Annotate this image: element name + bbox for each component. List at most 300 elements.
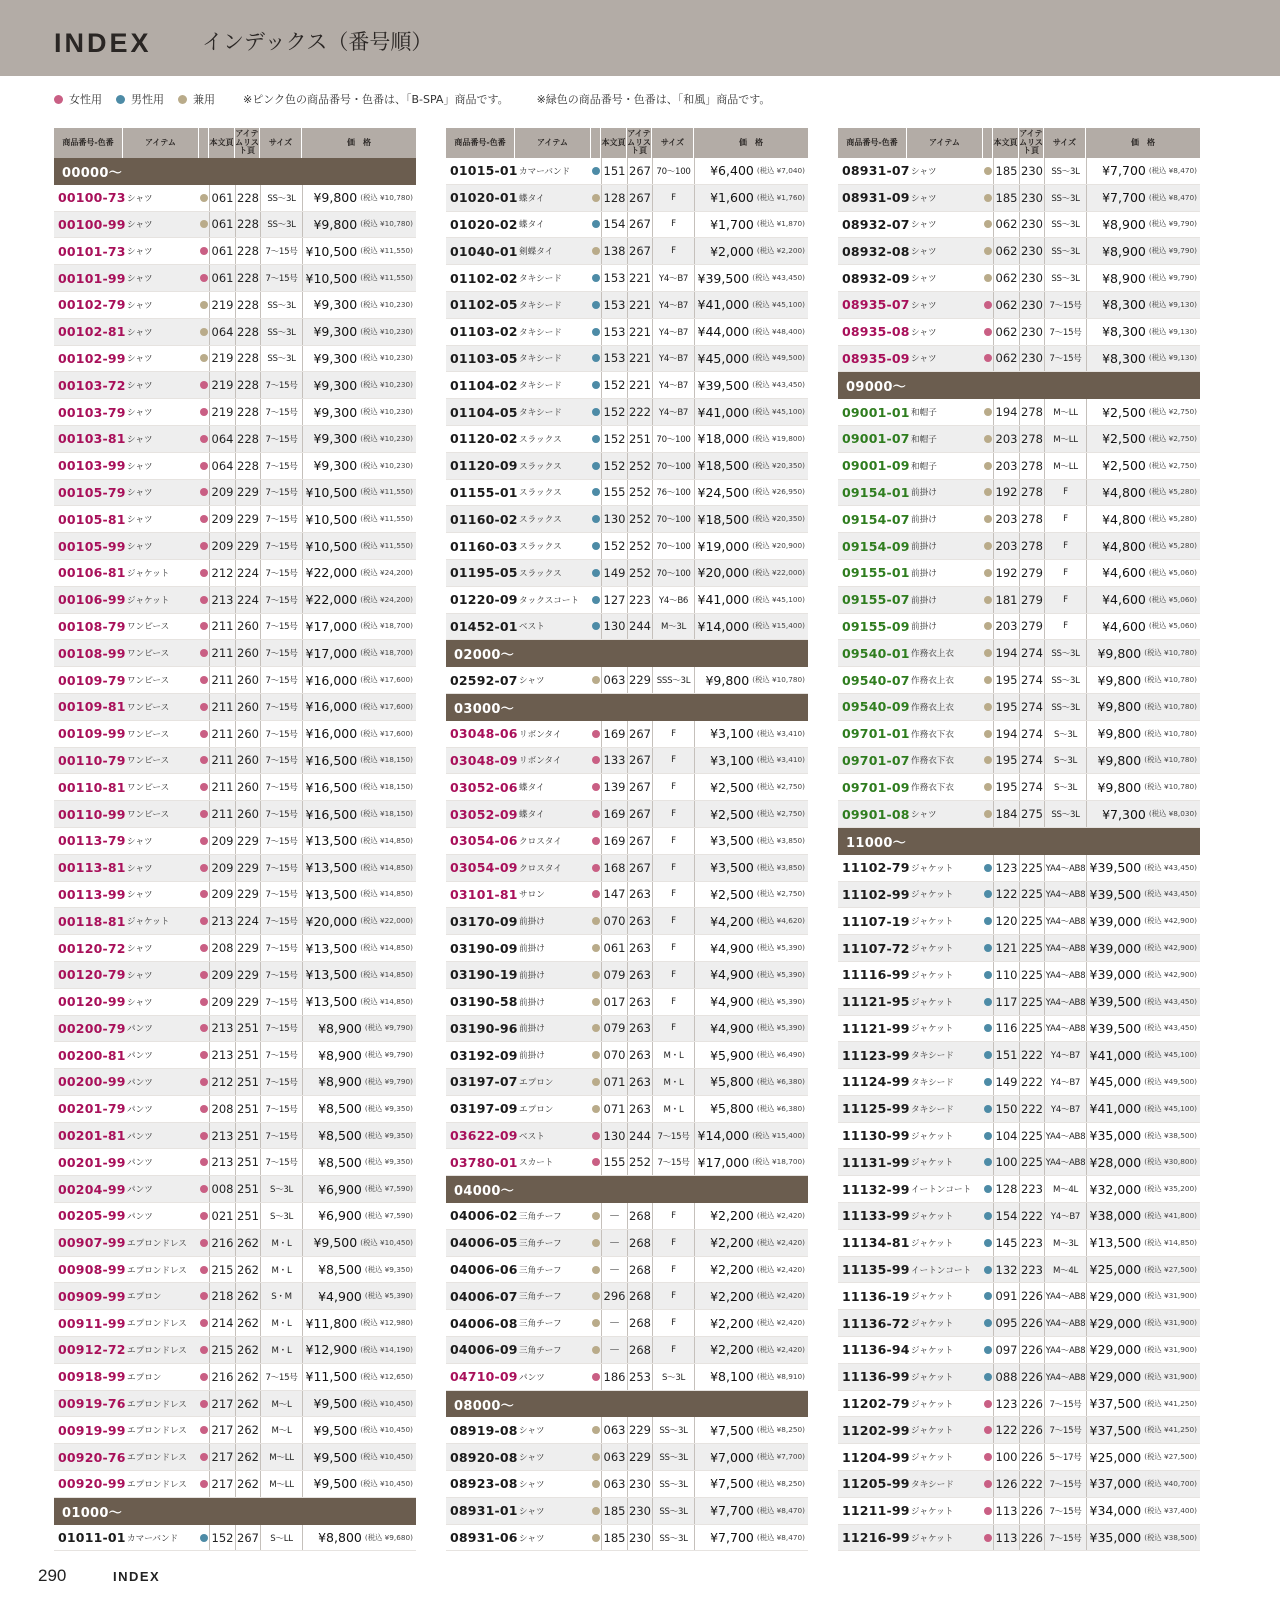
price-cell xyxy=(1086,774,1200,800)
header-dot xyxy=(591,128,601,158)
product-code: 08932-07 xyxy=(842,216,910,232)
product-code: 01220-09 xyxy=(450,592,518,608)
table-row xyxy=(54,1391,416,1418)
product-code: 11125-99 xyxy=(842,1101,910,1117)
price-with-tax: (税込 ¥27,500) xyxy=(1144,1264,1197,1274)
price-with-tax: (税込 ¥10,230) xyxy=(360,326,413,336)
page-main: 149 xyxy=(601,560,627,586)
page-main: 079 xyxy=(601,1016,627,1042)
price-with-tax: (税込 ¥9,790) xyxy=(364,1076,413,1086)
product-code: 01103-05 xyxy=(450,350,518,366)
target-cell xyxy=(983,346,993,372)
target-dot-icon xyxy=(592,944,600,952)
product-code: 00118-81 xyxy=(58,913,126,929)
price-with-tax: (税込 ¥3,850) xyxy=(756,835,805,845)
item-name: タキシード xyxy=(911,1051,954,1062)
page-list: 262 xyxy=(235,1417,260,1443)
target-dot-icon xyxy=(200,1426,208,1434)
item-name: エプロン xyxy=(519,1077,554,1088)
table-row xyxy=(54,1016,416,1043)
page-main: 061 xyxy=(209,265,235,291)
target-dot-icon xyxy=(200,1158,208,1166)
item-name: ジャケット xyxy=(127,568,170,579)
target-dot-icon xyxy=(592,1453,600,1461)
size-range: 7～15号 xyxy=(260,935,302,961)
price-cell xyxy=(302,1069,416,1095)
product-code: 11107-72 xyxy=(842,940,910,956)
target-cell xyxy=(591,1498,601,1524)
target-cell xyxy=(983,962,993,988)
target-cell xyxy=(199,426,209,452)
table-row xyxy=(54,667,416,694)
product-code: 00908-99 xyxy=(58,1262,126,1278)
price: ¥18,000 xyxy=(697,431,750,447)
price-cell xyxy=(302,1176,416,1202)
size-range: F xyxy=(1044,614,1086,640)
price: ¥13,500 xyxy=(305,860,358,876)
target-cell xyxy=(199,1257,209,1283)
table-row xyxy=(838,1417,1200,1444)
page-main: 062 xyxy=(993,346,1019,372)
price: ¥16,000 xyxy=(305,672,358,688)
price-cell xyxy=(302,1149,416,1175)
item-name: 前掛け xyxy=(519,1024,545,1035)
page-list: 221 xyxy=(627,346,652,372)
page-list: 267 xyxy=(627,774,652,800)
table-row xyxy=(838,1391,1200,1418)
price-with-tax: (税込 ¥26,950) xyxy=(752,487,805,497)
item-name: シャツ xyxy=(519,1533,545,1544)
price: ¥9,800 xyxy=(1097,672,1142,688)
page-main: 139 xyxy=(601,774,627,800)
price-with-tax: (税込 ¥43,450) xyxy=(1144,996,1197,1006)
page-list: 222 xyxy=(627,399,652,425)
target-dot-icon xyxy=(984,1534,992,1542)
price-with-tax: (税込 ¥8,250) xyxy=(756,1478,805,1488)
price-with-tax: (税込 ¥2,750) xyxy=(1148,460,1197,470)
target-dot-icon xyxy=(592,1426,600,1434)
price-cell xyxy=(1086,1337,1200,1363)
price-with-tax: (税込 ¥18,150) xyxy=(360,809,413,819)
page-list: 252 xyxy=(627,480,652,506)
page-list: 229 xyxy=(627,667,652,693)
price: ¥9,800 xyxy=(1097,779,1142,795)
price-with-tax: (税込 ¥10,780) xyxy=(1144,782,1197,792)
target-cell xyxy=(983,667,993,693)
page-list: 252 xyxy=(627,1149,652,1175)
page-main: 153 xyxy=(601,319,627,345)
target-cell xyxy=(591,748,601,774)
product-code: 00103-72 xyxy=(58,377,126,393)
page-main: 150 xyxy=(993,1096,1019,1122)
size-range: 7～15号 xyxy=(260,238,302,264)
price: ¥8,100 xyxy=(710,1369,754,1385)
page-main: 216 xyxy=(209,1364,235,1390)
table-row xyxy=(54,882,416,909)
product-code: 04006-05 xyxy=(450,1235,518,1251)
price-with-tax: (税込 ¥42,900) xyxy=(1144,916,1197,926)
table-row xyxy=(446,372,808,399)
table-row xyxy=(838,560,1200,587)
target-dot-icon xyxy=(592,1373,600,1381)
price-with-tax: (税込 ¥14,850) xyxy=(360,835,413,845)
product-code: 09155-09 xyxy=(842,618,910,634)
page-main: 104 xyxy=(993,1123,1019,1149)
price-cell xyxy=(694,1149,808,1175)
price-cell xyxy=(694,292,808,318)
men-dot-icon xyxy=(116,95,125,104)
table-row xyxy=(838,1471,1200,1498)
table-row xyxy=(446,855,808,882)
page-list: 262 xyxy=(235,1283,260,1309)
legend-men xyxy=(116,91,164,107)
target-dot-icon xyxy=(984,354,992,362)
table-row xyxy=(446,453,808,480)
item-name: ジャケット xyxy=(127,917,170,928)
price-cell xyxy=(1086,1149,1200,1175)
page-main: 145 xyxy=(993,1230,1019,1256)
size-range: 7～15号 xyxy=(652,1123,694,1149)
page-list: 260 xyxy=(235,748,260,774)
item-name: スラックス xyxy=(519,542,562,553)
page-list: 223 xyxy=(627,587,652,613)
target-cell xyxy=(199,882,209,908)
item-name: シャツ xyxy=(127,354,153,365)
table-row xyxy=(446,1016,808,1043)
header-page-main: 本文頁 xyxy=(993,128,1019,158)
page-main: 195 xyxy=(993,774,1019,800)
page-list: 228 xyxy=(235,372,260,398)
page-list: 225 xyxy=(1019,908,1044,934)
page-main: 181 xyxy=(993,587,1019,613)
price-with-tax: (税込 ¥5,060) xyxy=(1148,594,1197,604)
item-name: リボンタイ xyxy=(519,756,562,767)
target-cell xyxy=(591,667,601,693)
product-code: 00105-81 xyxy=(58,511,126,527)
table-row xyxy=(446,1471,808,1498)
page-list: 251 xyxy=(235,1069,260,1095)
price-with-tax: (税込 ¥10,780) xyxy=(360,192,413,202)
table-row xyxy=(54,1069,416,1096)
target-dot-icon xyxy=(984,1078,992,1086)
price: ¥4,200 xyxy=(710,913,754,929)
page-main: 064 xyxy=(209,426,235,452)
page-subtitle: インデックス（番号順） xyxy=(202,30,433,54)
price-cell xyxy=(302,1525,416,1551)
item-name: エプロンドレス xyxy=(127,1238,187,1249)
price-with-tax: (税込 ¥2,750) xyxy=(756,889,805,899)
target-dot-icon xyxy=(592,837,600,845)
page-main: 110 xyxy=(993,962,1019,988)
item-name: ジャケット xyxy=(911,1399,954,1410)
page-list: 263 xyxy=(627,1096,652,1122)
product-code: 11135-99 xyxy=(842,1262,910,1278)
item-name: 前掛け xyxy=(519,970,545,981)
product-code: 04006-08 xyxy=(450,1315,518,1331)
price-cell xyxy=(694,506,808,532)
target-cell xyxy=(591,1257,601,1283)
target-dot-icon xyxy=(200,1212,208,1220)
target-dot-icon xyxy=(592,194,600,202)
size-range: F xyxy=(652,238,694,264)
page-list: 226 xyxy=(1019,1310,1044,1336)
size-range: M・L xyxy=(260,1310,302,1336)
price-cell xyxy=(302,560,416,586)
price-with-tax: (税込 ¥35,200) xyxy=(1144,1184,1197,1194)
item-name: シャツ xyxy=(911,810,937,821)
target-dot-icon xyxy=(200,381,208,389)
price-with-tax: (税込 ¥31,900) xyxy=(1144,1344,1197,1354)
item-name: ワンピース xyxy=(127,702,170,713)
price-cell xyxy=(302,667,416,693)
target-dot-icon xyxy=(200,703,208,711)
page-list: 229 xyxy=(235,828,260,854)
size-range: 7～15号 xyxy=(260,1042,302,1068)
page-list: 267 xyxy=(627,185,652,211)
target-dot-icon xyxy=(984,998,992,1006)
target-cell xyxy=(983,1149,993,1175)
price-cell xyxy=(1086,1471,1200,1497)
target-cell xyxy=(199,935,209,961)
price: ¥2,500 xyxy=(710,886,754,902)
price-with-tax: (税込 ¥5,060) xyxy=(1148,567,1197,577)
table-row xyxy=(838,533,1200,560)
price: ¥9,500 xyxy=(313,1476,358,1492)
price-cell xyxy=(694,828,808,854)
page-list: 268 xyxy=(627,1203,652,1229)
table-row xyxy=(838,1257,1200,1284)
price-cell xyxy=(694,587,808,613)
table-row xyxy=(838,587,1200,614)
product-code: 00105-79 xyxy=(58,484,126,500)
header-size: サイズ xyxy=(1044,128,1086,158)
product-code: 01160-02 xyxy=(450,511,518,527)
product-code: 08935-09 xyxy=(842,350,910,366)
price-with-tax: (税込 ¥5,390) xyxy=(756,943,805,952)
product-code: 00106-81 xyxy=(58,565,126,581)
size-range: F xyxy=(652,774,694,800)
page-list: 263 xyxy=(627,989,652,1015)
target-dot-icon xyxy=(592,971,600,979)
item-name: ワンピース xyxy=(127,783,170,794)
page-list: 223 xyxy=(1019,1257,1044,1283)
table-row xyxy=(446,935,808,962)
page-list: 228 xyxy=(235,426,260,452)
price: ¥37,500 xyxy=(1089,1422,1142,1438)
table-row xyxy=(446,1123,808,1150)
product-code: 11136-99 xyxy=(842,1369,910,1385)
item-name: 和帽子 xyxy=(911,461,937,472)
target-cell xyxy=(591,855,601,881)
price-with-tax: (税込 ¥45,100) xyxy=(1144,1050,1197,1060)
item-name: シャツ xyxy=(127,327,153,338)
size-range: F xyxy=(652,855,694,881)
page-list: 228 xyxy=(235,185,260,211)
table-row xyxy=(838,935,1200,962)
page-main: 217 xyxy=(209,1417,235,1443)
price: ¥4,900 xyxy=(710,994,754,1010)
table-row xyxy=(446,774,808,801)
table-row xyxy=(838,1310,1200,1337)
page-main: 100 xyxy=(993,1149,1019,1175)
target-dot-icon xyxy=(200,1266,208,1274)
price: ¥8,500 xyxy=(318,1154,362,1170)
target-cell xyxy=(199,908,209,934)
size-range: YA4～AB8 xyxy=(1044,1123,1086,1149)
header-code: 商品番号-色番 xyxy=(54,128,123,158)
product-code: 00919-99 xyxy=(58,1422,126,1438)
price: ¥39,500 xyxy=(1089,860,1142,876)
price-cell xyxy=(302,721,416,747)
item-name: 前掛け xyxy=(519,944,545,954)
page-list: 278 xyxy=(1019,480,1044,506)
price: ¥10,500 xyxy=(305,484,358,500)
product-code: 00204-99 xyxy=(58,1181,126,1197)
target-dot-icon xyxy=(200,274,208,282)
size-range: Y4～B7 xyxy=(652,346,694,372)
price-with-tax: (税込 ¥8,470) xyxy=(1148,165,1197,175)
size-range: M・L xyxy=(652,1096,694,1122)
product-code: 03170-09 xyxy=(450,913,518,929)
target-cell xyxy=(983,721,993,747)
price-cell xyxy=(694,158,808,184)
product-code: 03052-06 xyxy=(450,779,518,795)
page-list: 226 xyxy=(1019,1391,1044,1417)
table-row xyxy=(838,158,1200,185)
item-name: パンツ xyxy=(127,1077,153,1088)
page-main: 130 xyxy=(601,506,627,532)
target-dot-icon xyxy=(592,167,600,175)
price-cell xyxy=(302,399,416,425)
price-cell xyxy=(1086,587,1200,613)
price-with-tax: (税込 ¥15,400) xyxy=(752,1130,805,1140)
target-cell xyxy=(591,1283,601,1309)
price-cell xyxy=(1086,1417,1200,1443)
page-list: 230 xyxy=(1019,158,1044,184)
price: ¥25,000 xyxy=(1089,1449,1142,1465)
size-range: M～L xyxy=(260,1391,302,1417)
table-row xyxy=(838,855,1200,882)
page-main: 127 xyxy=(601,587,627,613)
size-range: 7～15号 xyxy=(260,480,302,506)
target-cell xyxy=(983,614,993,640)
target-dot-icon xyxy=(200,1453,208,1461)
price-with-tax: (税込 ¥3,410) xyxy=(756,755,805,765)
target-dot-icon xyxy=(200,971,208,979)
target-dot-icon xyxy=(200,1051,208,1059)
page-number: 290 xyxy=(38,1566,67,1585)
target-dot-icon xyxy=(984,676,992,684)
price: ¥8,900 xyxy=(318,1047,362,1063)
price-cell xyxy=(694,212,808,238)
price-cell xyxy=(694,801,808,827)
page-main: 186 xyxy=(601,1364,627,1390)
header-dot xyxy=(199,128,209,158)
price-with-tax: (税込 ¥10,780) xyxy=(360,219,413,229)
size-range: F xyxy=(652,212,694,238)
target-cell xyxy=(983,506,993,532)
price-cell xyxy=(1086,1525,1200,1551)
target-cell xyxy=(199,399,209,425)
target-dot-icon xyxy=(592,462,600,470)
product-code: 00200-99 xyxy=(58,1074,126,1090)
table-row xyxy=(838,774,1200,801)
table-row xyxy=(838,1042,1200,1069)
table-row xyxy=(446,238,808,265)
price-cell xyxy=(1086,1016,1200,1042)
price-cell xyxy=(694,748,808,774)
item-name: リボンタイ xyxy=(519,729,562,740)
target-dot-icon xyxy=(592,435,600,443)
target-dot-icon xyxy=(592,1158,600,1166)
size-range: 7～15号 xyxy=(260,882,302,908)
size-range: Y4～B7 xyxy=(652,292,694,318)
page-main: 214 xyxy=(209,1310,235,1336)
size-range: M・L xyxy=(260,1230,302,1256)
page-list: 262 xyxy=(235,1230,260,1256)
page-main: 208 xyxy=(209,935,235,961)
price-cell xyxy=(1086,1391,1200,1417)
product-code: 00102-99 xyxy=(58,350,126,366)
page-list: 267 xyxy=(627,158,652,184)
page-main: 169 xyxy=(601,721,627,747)
page-list: 268 xyxy=(627,1257,652,1283)
product-code: 11124-99 xyxy=(842,1074,910,1090)
size-range: F xyxy=(652,828,694,854)
target-cell xyxy=(591,1123,601,1149)
size-range: 7～15号 xyxy=(260,989,302,1015)
price-with-tax: (税込 ¥43,450) xyxy=(1144,862,1197,872)
item-name: タキシード xyxy=(519,274,562,285)
price-cell xyxy=(694,265,808,291)
page-list: 262 xyxy=(235,1257,260,1283)
price: ¥7,500 xyxy=(710,1422,754,1438)
size-range: F xyxy=(652,1257,694,1283)
item-name: シャツ xyxy=(127,997,153,1008)
price: ¥7,000 xyxy=(710,1449,754,1465)
target-dot-icon xyxy=(200,194,208,202)
price: ¥35,000 xyxy=(1089,1128,1142,1144)
product-code: 00110-99 xyxy=(58,806,126,822)
target-dot-icon xyxy=(984,1400,992,1408)
target-cell xyxy=(199,1444,209,1470)
item-name: 前掛け xyxy=(911,595,937,606)
target-dot-icon xyxy=(592,220,600,228)
price-with-tax: (税込 ¥5,390) xyxy=(756,996,805,1006)
page-list: 230 xyxy=(627,1471,652,1497)
page-list: 229 xyxy=(627,1417,652,1443)
item-name: 作務衣上衣 xyxy=(911,702,954,713)
target-cell xyxy=(199,989,209,1015)
target-dot-icon xyxy=(592,1132,600,1140)
target-cell xyxy=(199,1417,209,1443)
target-cell xyxy=(591,1230,601,1256)
price-cell xyxy=(694,882,808,908)
price-with-tax: (税込 ¥14,850) xyxy=(360,862,413,872)
size-range: 7～15号 xyxy=(260,721,302,747)
table-row xyxy=(54,1149,416,1176)
table-row xyxy=(54,828,416,855)
target-dot-icon xyxy=(200,1480,208,1488)
price: ¥8,500 xyxy=(318,1128,362,1144)
table-row xyxy=(54,935,416,962)
size-range: F xyxy=(652,185,694,211)
size-range: Y4～B7 xyxy=(1044,1042,1086,1068)
table-row xyxy=(54,1042,416,1069)
size-range: SS～3L xyxy=(1044,158,1086,184)
page-list: 252 xyxy=(627,533,652,559)
price: ¥16,500 xyxy=(305,779,358,795)
